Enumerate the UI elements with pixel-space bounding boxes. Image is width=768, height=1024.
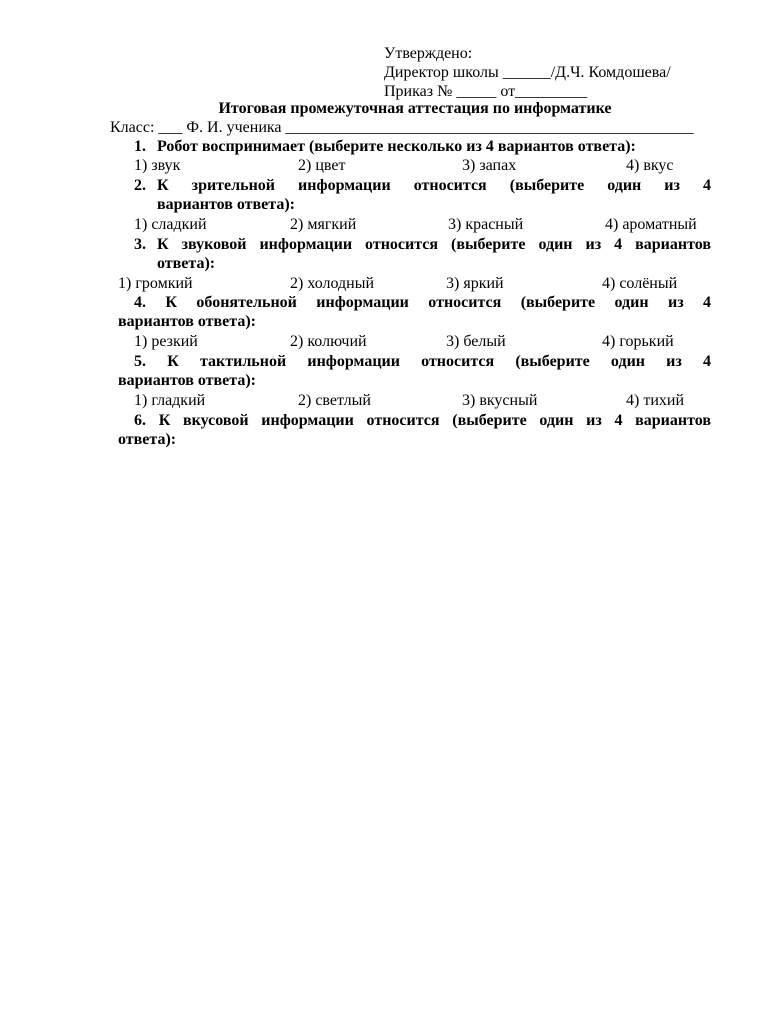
answer-option: 1) сладкий [134, 216, 207, 233]
answer-option: 2) мягкий [290, 216, 357, 233]
answer-option: 2) колючий [290, 333, 367, 350]
answer-option: 2) цвет [298, 157, 346, 174]
question-2-number: 2. [134, 177, 146, 194]
answer-option: 1) звук [134, 157, 181, 174]
question-3-text-line2: ответа): [157, 255, 216, 272]
question-number: 6. [134, 412, 146, 429]
question-number: 5. [134, 353, 146, 370]
question-3-text-line1: К звуковой информации относится (выберите один из 4 вариантов [157, 236, 711, 253]
question-2-text-line2: вариантов ответа): [157, 196, 295, 213]
question-text: К тактильной информации относится (выберите один из 4 [167, 353, 712, 370]
question-number: 1. [134, 138, 146, 155]
question-number: 4. [134, 294, 146, 311]
question-4-text-line1 [134, 293, 711, 312]
question-text: Робот воспринимает (выберите несколько из 4 вариантов ответа): [157, 138, 636, 155]
answer-option: 4) ароматный [605, 216, 697, 233]
answer-option: 4) солёный [602, 275, 678, 292]
answer-option: 2) холодный [290, 275, 375, 292]
answer-option: 1) гладкий [134, 392, 206, 409]
order-line: Приказ № _____ от_________ [384, 83, 588, 100]
answer-option: 3) запах [462, 157, 517, 174]
approval-label: Утверждено: [384, 45, 473, 62]
question-6-text-line1 [134, 411, 711, 430]
question-1 [134, 137, 636, 156]
answer-option: 3) яркий [446, 275, 504, 292]
answer-option: 4) горький [602, 333, 674, 350]
document-title: Итоговая промежуточная аттестация по информатике [218, 100, 612, 117]
question-text: К обонятельной информации относится (выберите один из 4 [165, 294, 712, 311]
question-3-number: 3. [134, 236, 146, 253]
question-5-text-line2: вариантов ответа): [118, 372, 256, 389]
director-signature-line: Директор школы ______/Д.Ч. Комдошева/ [384, 64, 671, 81]
question-4-text-line2: вариантов ответа): [118, 313, 256, 330]
question-5-text-line1 [134, 352, 711, 371]
answer-option: 3) белый [446, 333, 506, 350]
answer-option: 4) вкус [626, 157, 674, 174]
question-text: К вкусовой информации относится (выберите один из 4 вариантов [158, 412, 711, 429]
answer-option: 1) громкий [118, 275, 193, 292]
answer-option: 2) светлый [298, 392, 371, 409]
answer-option: 3) красный [448, 216, 524, 233]
question-2-text-line1: К зрительной информации относится (выберите один из 4 [157, 177, 711, 194]
answer-option: 4) тихий [626, 392, 685, 409]
answer-option: 3) вкусный [462, 392, 538, 409]
answer-option: 1) резкий [134, 333, 198, 350]
student-info-line: Класс: ___ Ф. И. ученика ___________________________________________________ [110, 119, 694, 136]
question-6-text-line2: ответа): [118, 431, 177, 448]
